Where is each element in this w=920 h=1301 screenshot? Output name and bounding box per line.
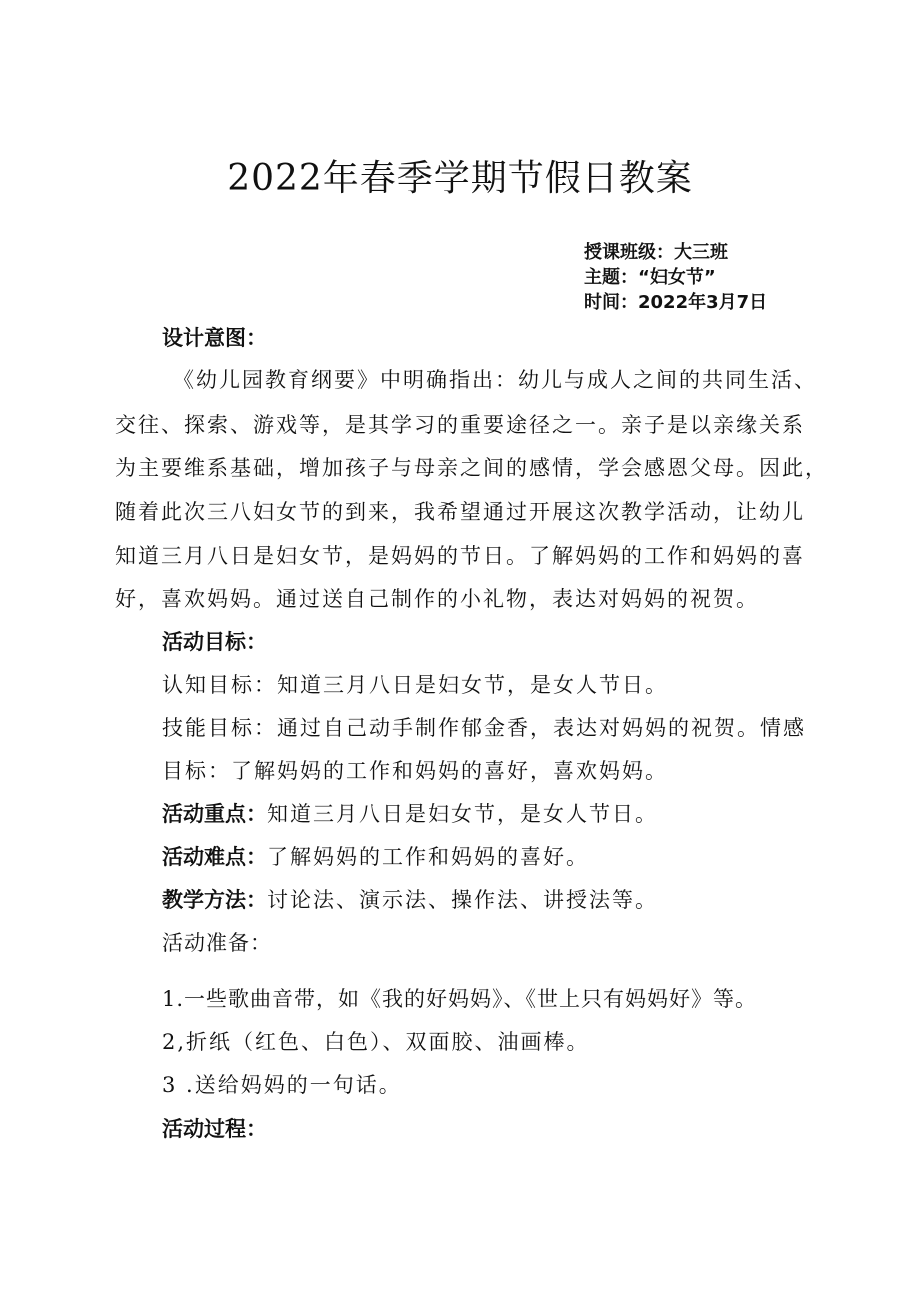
- difficulty-point: [162, 841, 589, 871]
- date-info: 时间：2022年3月7日: [584, 292, 768, 313]
- class-info: 授课班级：大三班: [584, 242, 728, 263]
- prep-item: 3 .送给妈妈的一句话。: [162, 1073, 402, 1097]
- theme-info: 主题：“妇女节”: [584, 267, 716, 288]
- prep-item: 2,折纸（红色、白色）、双面胶、油画棒。: [162, 1030, 590, 1054]
- design-line: 《幼儿园教育纲要》中明确指出：幼儿与成人之间的共同生活、: [173, 368, 817, 392]
- key-point-label: 活动重点：: [162, 802, 267, 826]
- difficulty-text: 了解妈妈的工作和妈妈的喜好。: [267, 845, 589, 869]
- teaching-method: [162, 884, 658, 914]
- goal-line: 认知目标：知道三月八日是妇女节，是女人节日。: [162, 673, 668, 697]
- method-label: 教学方法：: [162, 888, 267, 912]
- goal-line: 技能目标：通过自己动手制作郁金香，表达对妈妈的祝贺。情感: [162, 716, 806, 740]
- design-line: 为主要维系基础，增加孩子与母亲之间的感情，学会感恩父母。因此，: [115, 456, 828, 480]
- difficulty-label: 活动难点：: [162, 845, 267, 869]
- design-intent-heading: 设计意图：: [162, 326, 267, 350]
- design-line: 随着此次三八妇女节的到来，我希望通过开展这次教学活动，让幼儿: [115, 500, 805, 524]
- design-line: 知道三月八日是妇女节，是妈妈的节日。了解妈妈的工作和妈妈的喜: [115, 544, 805, 568]
- page-title: 2022年春季学期节假日教案: [227, 158, 693, 199]
- method-text: 讨论法、演示法、操作法、讲授法等。: [267, 888, 658, 912]
- prep-item: 1.一些歌曲音带，如《我的好妈妈》、《世上只有妈妈好》等。: [162, 987, 758, 1011]
- key-point-text: 知道三月八日是妇女节，是女人节日。: [267, 802, 658, 826]
- goals-heading: 活动目标：: [162, 630, 267, 654]
- design-line: 好，喜欢妈妈。通过送自己制作的小礼物，表达对妈妈的祝贺。: [115, 587, 759, 611]
- process-heading: 活动过程：: [162, 1117, 267, 1141]
- goal-line: 目标：了解妈妈的工作和妈妈的喜好，喜欢妈妈。: [162, 759, 668, 783]
- design-line: 交往、探索、游戏等，是其学习的重要途径之一。亲子是以亲缘关系: [115, 413, 805, 437]
- prep-heading: 活动准备：: [162, 931, 272, 955]
- key-point: [162, 798, 658, 828]
